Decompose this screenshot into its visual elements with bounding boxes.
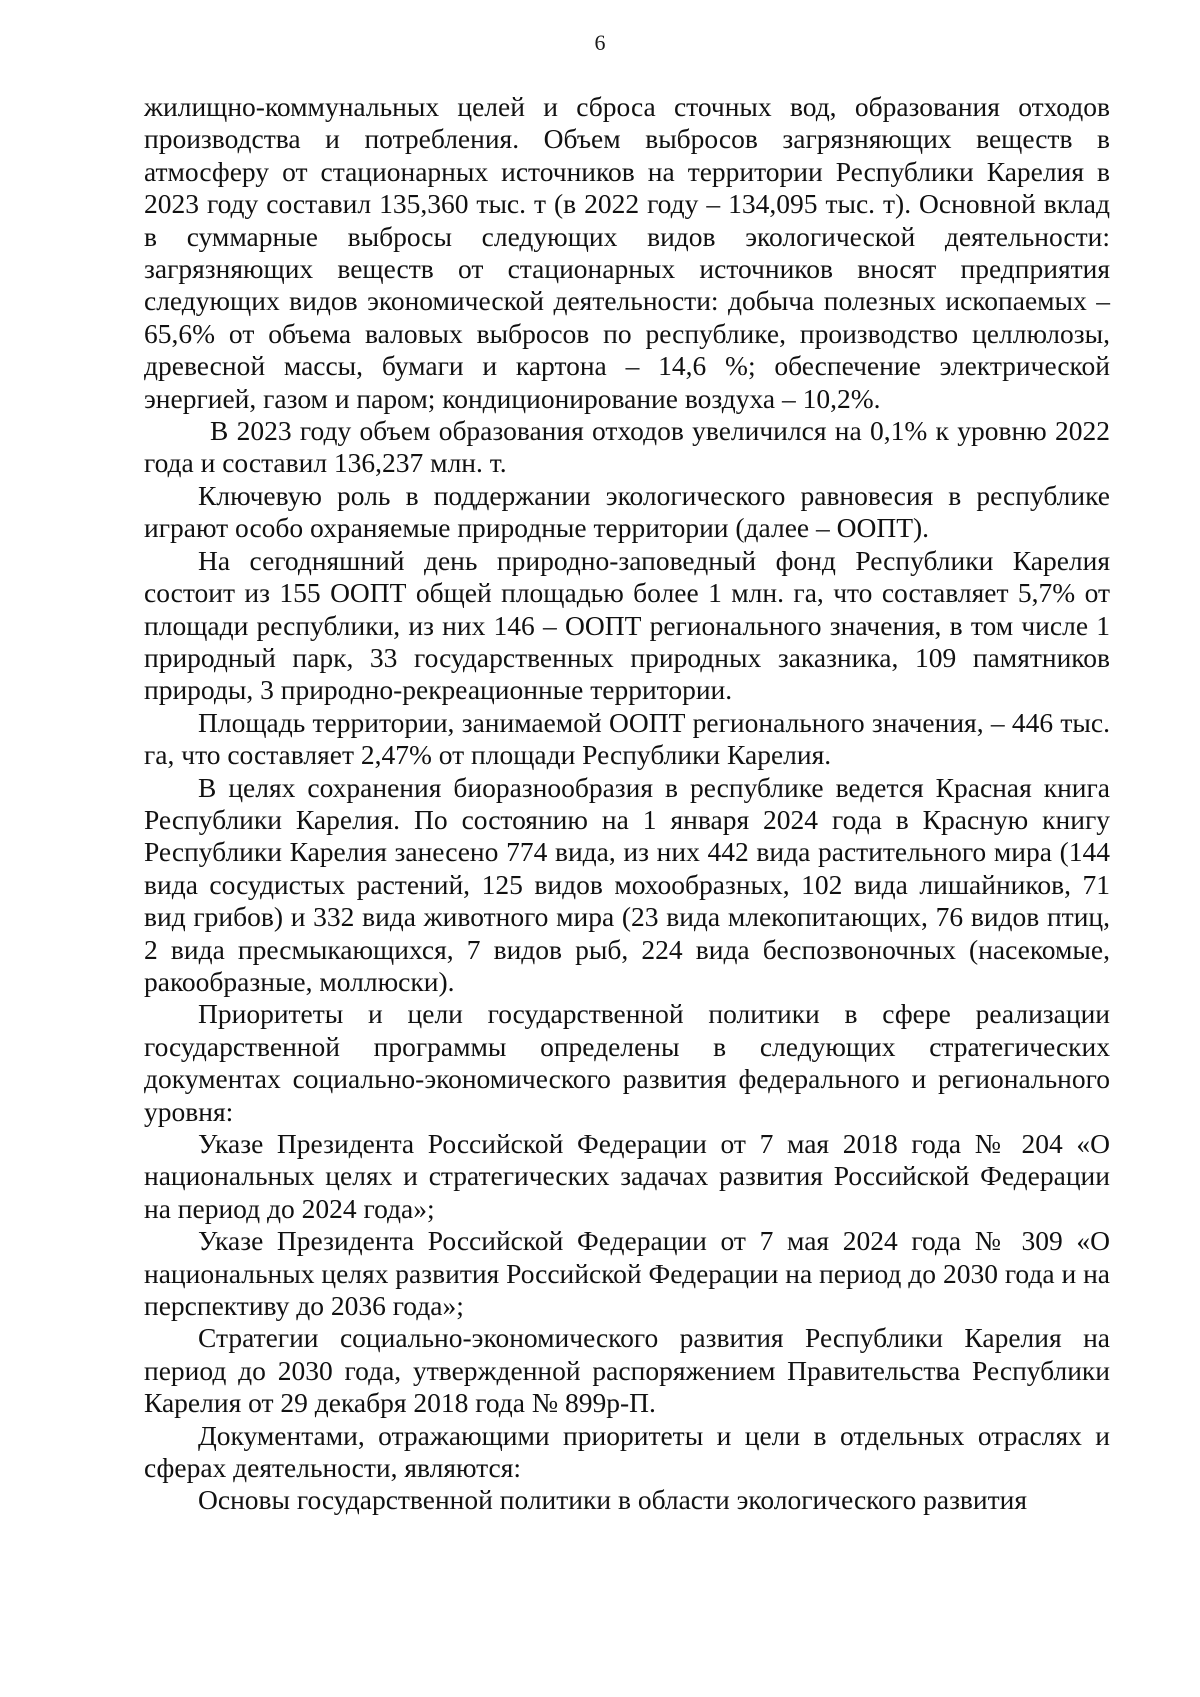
paragraph-decree-309: Указе Президента Российской Федерации от 7 мая 2024 года № 309 «О национальных целях развития Российской Федерации на период до 2030 года и на перспективу до 2036 года»; [144, 1225, 1110, 1322]
paragraph-reserve-fund: На сегодняшний день природно-заповедный фонд Республики Карелия состоит из 155 ООПТ общей площадью более 1 млн. га, что составляет 5,7% от площади республики, из них 146 – ООПТ регионального значения, в том числе 1 природный парк, 33 государственных природных заказника, 109 памятников природы, 3 природно-рекреационные территории. [144, 544, 1110, 706]
paragraph-emissions: жилищно-коммунальных целей и сброса сточных вод, образования отходов производства и потребления. Объем выбросов загрязняющих веществ в атмосферу от стационарных источников на территории Республики Карелия в 2023 году составил 135,360 тыс. т (в 2022 году – 134,095 тыс. т). Основной вклад в суммарные выбросы следующих видов экологической деятельности: загрязняющих веществ от стационарных источников вносят предприятия следующих видов экономической деятельности: добыча полезных ископаемых – 65,6% от объема валовых выбросов по республике, производство целлюлозы, древесной массы, бумаги и картона – 14,6 %; обеспечение электрической энергией, газом и паром; кондиционирование воздуха – 10,2%. [144, 91, 1110, 414]
paragraph-decree-204: Указе Президента Российской Федерации от 7 мая 2018 года № 204 «О национальных целях и стратегических задачах развития Российской Федерации на период до 2024 года»; [144, 1128, 1110, 1224]
document-body [144, 91, 1110, 1517]
paragraph-strategy-2030: Стратегии социально-экономического развития Республики Карелия на период до 2030 года, утвержденной распоряжением Правительства Республики Карелия от 29 декабря 2018 года № 899р-П. [144, 1322, 1110, 1419]
paragraph-red-book: В целях сохранения биоразнообразия в республике ведется Красная книга Республики Карелия. По состоянию на 1 января 2024 года в Красную книгу Республики Карелия занесено 774 вида, из них 442 вида растительного мира (144 вида сосудистых растений, 125 видов мохообразных, 102 вида лишайников, 71 вид грибов) и 332 вида животного мира (23 вида млекопитающих, 76 видов птиц, 2 вида пресмыкающихся, 7 видов рыб, 224 вида беспозвоночных (насекомые, ракообразные, моллюски). [144, 771, 1110, 997]
paragraph-ecology-policy: Основы государственной политики в области экологического развития [198, 1484, 1028, 1516]
paragraph-regional-area: Площадь территории, занимаемой ООПТ регионального значения, – 446 тыс. га, что составляет 2,47% от площади Республики Карелия. [144, 706, 1110, 771]
page-number: 6 [594, 30, 606, 55]
paragraph-priorities: Приоритеты и цели государственной политики в сфере реализации государственной программы определены в следующих стратегических документах социально-экономического развития федерального и регионального уровня: [144, 998, 1110, 1127]
paragraph-waste: В 2023 году объем образования отходов увеличился на 0,1% к уровню 2022 года и составил 136,237 млн. т. [144, 415, 1110, 479]
paragraph-protected-areas-role: Ключевую роль в поддержании экологического равновесия в республике играют особо охраняемые природные территории (далее – ООПТ). [144, 479, 1110, 544]
paragraph-sector-documents: Документами, отражающими приоритеты и цели в отдельных отраслях и сферах деятельности, являются: [144, 1419, 1110, 1484]
